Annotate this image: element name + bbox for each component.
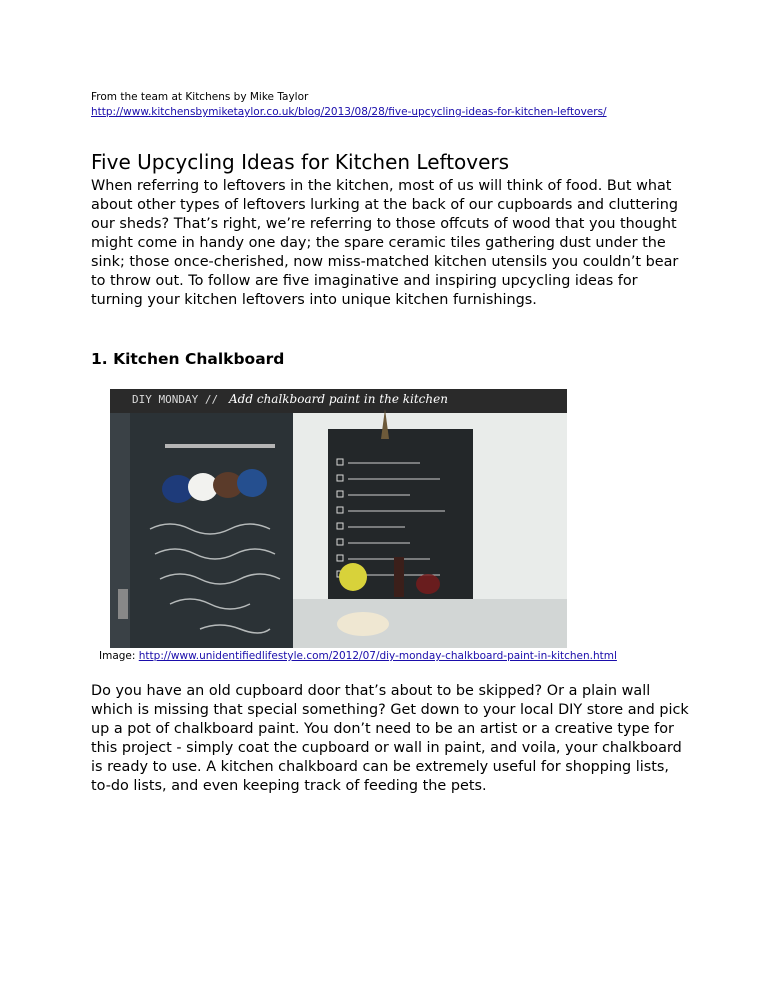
banner-label-diy: DIY MONDAY // <box>132 393 219 406</box>
source-attribution <box>91 90 607 120</box>
counter <box>293 599 567 648</box>
photo-illustration <box>110 389 567 648</box>
section-paragraph: Do you have an old cupboard door that’s about to be skipped? Or a plain wall which is missing that special something? Get down to your local DIY store and pick up a pot of chalkboard paint. You don’t need to be an artist or a creative type for this project - simply coat the cupboard or wall in paint, and voila, your chalkboard is ready to use. A kitchen chalkboard can be extremely useful for shopping lists, to-do lists, and even keeping track of feeding the pets. <box>91 683 689 794</box>
chalkboard-wall <box>110 413 293 648</box>
banner-label-title: Add chalkboard paint in the kitchen <box>229 392 448 406</box>
team-line: From the team at Kitchens by Mike Taylor <box>91 91 309 103</box>
fruit-bowl <box>339 563 367 591</box>
mug-blue-2 <box>237 469 267 497</box>
door-handle <box>118 589 128 619</box>
utensil-rail <box>165 444 275 448</box>
section-heading-chalkboard: 1. Kitchen Chalkboard <box>91 350 285 368</box>
intro-paragraph: When referring to leftovers in the kitchen, most of us will think of food. But what about other types of leftovers lurking at the back of our cupboards and cluttering our sheds? That’s right, we’re referring to those offcuts of wood that you thought might come in handy one day; the spare ceramic tiles gathering dust under the sink; those once-cherished, now miss-matched kitchen utensils you couldn’t bear to throw out. To follow are five imaginative and inspiring upcycling ideas for turning your kitchen leftovers into unique kitchen furnishings. <box>91 178 679 308</box>
wine-glass <box>416 574 440 594</box>
source-link[interactable]: http://www.kitchensbymiketaylor.co.uk/blog/2013/08/28/five-upcycling-ideas-for-kitchen-leftovers/ <box>91 106 607 118</box>
caption-link[interactable]: http://www.unidentifiedlifestyle.com/2012/07/diy-monday-chalkboard-paint-in-kitchen.html <box>138 650 617 662</box>
wine-bottle <box>394 557 404 597</box>
bread-plate <box>337 612 389 636</box>
chalkboard-photo <box>110 389 567 648</box>
caption-prefix: Image: <box>99 650 139 662</box>
image-caption <box>99 650 617 662</box>
article-title: Five Upcycling Ideas for Kitchen Leftovers <box>91 150 510 174</box>
